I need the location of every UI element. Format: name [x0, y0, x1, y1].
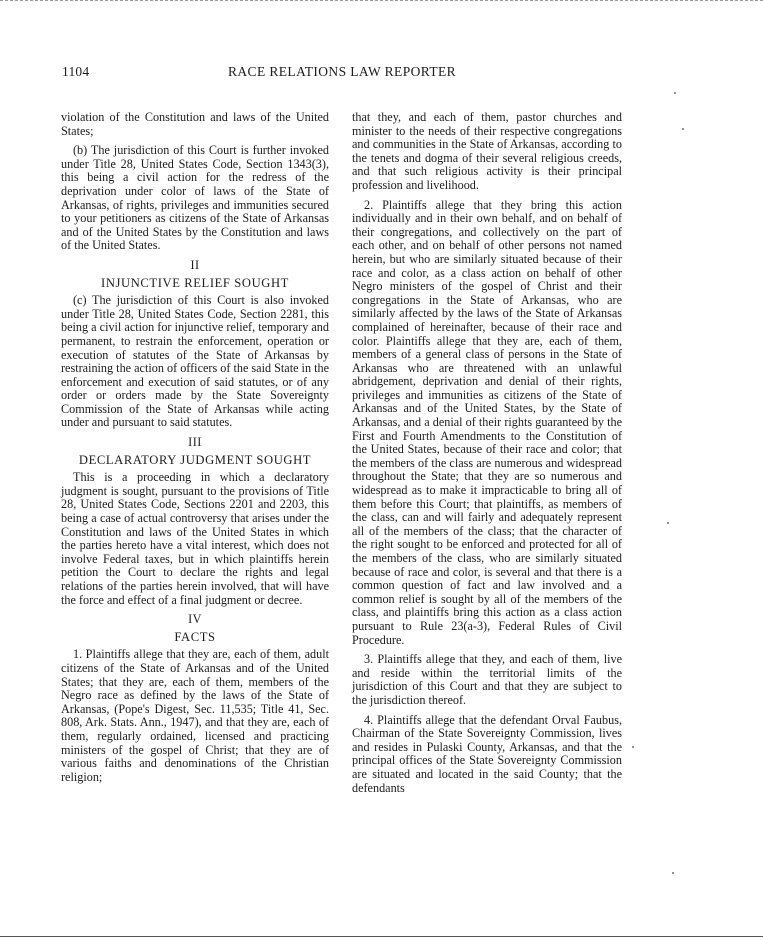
- paragraph-fact-1-continued: that they, and each of them, pastor churches and minister to the needs of their respective congregations and communities in the State of Arkansas, according to the tenets and dogma of their several religious creeds, and that such religious activity is their principal profession and livelihood.: [352, 110, 622, 192]
- paragraph-fact-2: 2. Plaintiffs allege that they bring this action individually and in their own behalf, and on behalf of their congregations, and collectively on the part of each other, and on behalf of other persons not named herein, but who are similarly situated because of their race and color, as a class action on behalf of other Negro ministers of the gospel of Christ and their congregations in the State of Arkansas, who are similarly affected by the laws of the State of Arkansas complained of hereinafter, because of their race and color. Plaintiffs allege that they are, each of them, members of a general class of persons in the State of Arkansas who are threatened with an unlawful abridgement, deprivation and denial of their rights, privileges and immunities as citizens of the State of Arkansas and of the United States, by the State of Arkansas, and a denial of their rights guaranteed by the First and Fourth Amendments to the Constitution of the United States, because of their race and color; that the members of the class are numerous and widespread throughout the State; that they are so numerous and widespread as to make it impracticable to bring all of them before this Court; that plaintiffs, as members of the class, can and will fairly and adequately represent all of the members of the class; that the character of the right sought to be enforced and protected for all of the members of the class, who are similarly situated because of race and color, is several and that there is a common question of fact and law involved and a common relief is sought by all of the members of the class, and plaintiffs bring this action as a class action pursuant to Rule 23(a-3), Federal Rules of Civil Procedure.: [352, 197, 622, 647]
- scan-speck: [632, 746, 634, 748]
- right-column: [352, 111, 622, 801]
- paragraph-jurisdiction-b: (b) The jurisdiction of this Court is further invoked under Title 28, United States Code, Section 1343(3), this being a civil action for the redress of the deprivation under color of laws of the State of Arkansas, of rights, privileges and immunities secured to your petitioners as citizens of the State of Arkansas and of the United States by the Constitution and laws of the United States.: [61, 143, 329, 253]
- section-title-facts: FACTS: [174, 629, 216, 644]
- paragraph-fact-3: 3. Plaintiffs allege that they, and each of them, live and reside within the territorial limits of the jurisdiction of this Court and that they are subject to the jurisdiction thereof.: [352, 652, 622, 707]
- scan-speck: [667, 522, 669, 524]
- scan-speck: [672, 872, 674, 874]
- section-title-declaratory-judgment: DECLARATORY JUDGMENT SOUGHT: [78, 452, 312, 467]
- paragraph-jurisdiction-c: (c) The jurisdiction of this Court is also invoked under Title 28, United States Code, Section 2281, this being a civil action for injunctive relief, temporary and permanent, to restrain the enforcement, operation or execution of statutes of the State of Arkansas by restraining the action of officers of the said State in the enforcement and execution of said statutes, or of any order or orders made by the State Sovereignty Commission of the State of Arkansas while acting under and pursuant to said statutes.: [61, 293, 329, 430]
- section-title-injunctive-relief: INJUNCTIVE RELIEF SOUGHT: [101, 275, 289, 290]
- scan-bottom-edge: [0, 936, 763, 937]
- section-number-iv: IV: [188, 612, 202, 627]
- section-number-ii: II: [190, 257, 200, 272]
- scan-speck: [674, 92, 676, 94]
- section-number-iii: III: [188, 435, 202, 450]
- running-head: RACE RELATIONS LAW REPORTER: [228, 64, 457, 79]
- scan-speck: [682, 128, 684, 130]
- paragraph-fact-1: 1. Plaintiffs allege that they are, each of them, adult citizens of the State of Arkansas and of the United States; that they are, each of them, members of the Negro race as defined by the laws of the State of Arkansas, (Pope's Digest, Sec. 11,535; Title 41, Sec. 808, Ark. Stats. Ann., 1947), and that they are, each of them, regularly ordained, licensed and practicing ministers of the gospel of Christ; that they are of various faiths and denominations of the Christian religion;: [61, 647, 329, 784]
- scan-top-edge: [0, 0, 763, 1]
- paragraph-fact-4: 4. Plaintiffs allege that the defendant Orval Faubus, Chairman of the State Sovereignty Commission, lives and resides in Pulaski County, Arkansas, and that the principal offices of the State Sovereignty Commission are situated and located in the said County; that the defendants: [352, 712, 622, 795]
- paragraph-continued: violation of the Constitution and laws of the United States;: [61, 110, 329, 138]
- paragraph-declaratory-judgment: This is a proceeding in which a declaratory judgment is sought, pursuant to the provisions of Title 28, United States Code, Sections 2201 and 2203, this being a case of actual controversy that arises under the Constitution and laws of the United States in which the parties hereto have a vital interest, which does not involve Federal taxes, but in which plaintiffs herein petition the Court to declare the rights and legal relations of the parties herein involved, that will have the force and effect of a final judgment or decree.: [61, 470, 329, 607]
- page-number: 1104: [62, 64, 90, 79]
- left-column: [61, 111, 329, 790]
